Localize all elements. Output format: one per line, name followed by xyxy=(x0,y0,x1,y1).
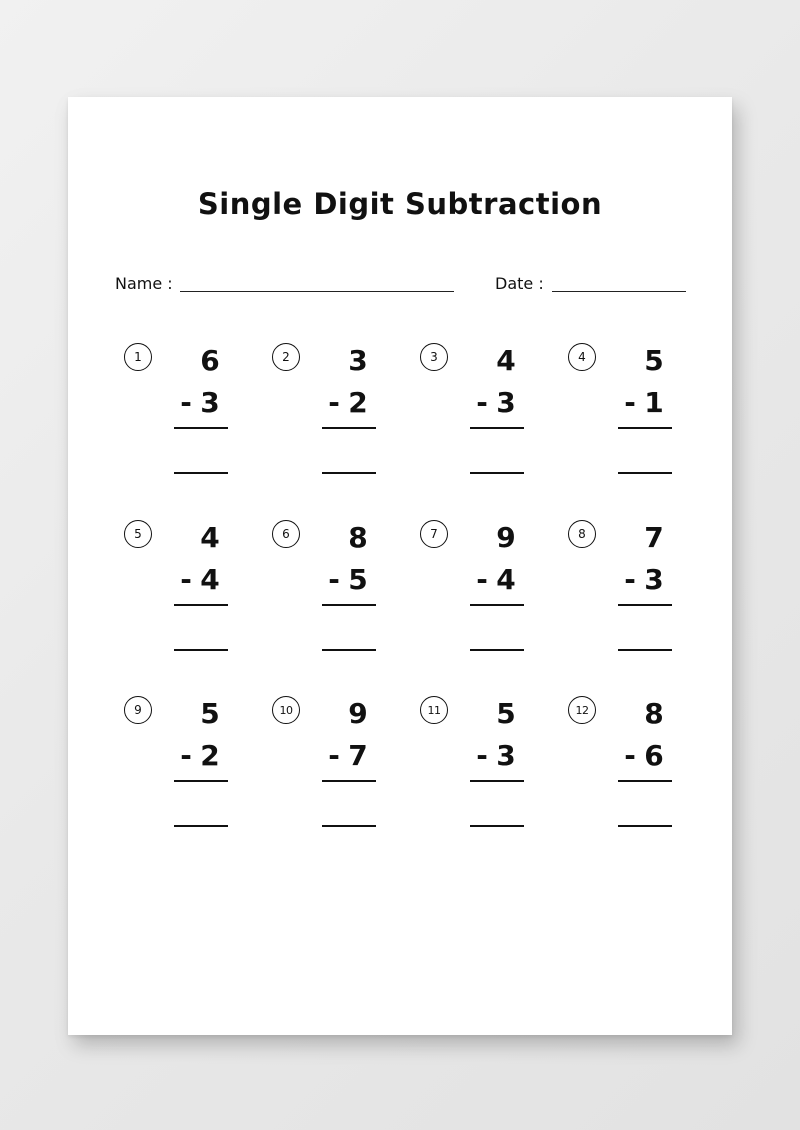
problem-10 xyxy=(272,696,422,846)
answer-line[interactable] xyxy=(470,825,524,827)
minuend: 9 xyxy=(496,521,516,554)
answer-line[interactable] xyxy=(322,825,376,827)
minus-sign: - xyxy=(180,386,192,419)
equals-rule xyxy=(322,780,376,782)
minus-sign: - xyxy=(476,563,488,596)
minus-sign: - xyxy=(180,739,192,772)
minus-sign: - xyxy=(328,386,340,419)
worksheet-page xyxy=(68,97,732,1035)
worksheet-title: Single Digit Subtraction xyxy=(197,187,603,221)
subtrahend: 1 xyxy=(644,386,664,419)
answer-line[interactable] xyxy=(322,472,376,474)
equals-rule xyxy=(618,427,672,429)
problem-number-badge: 2 xyxy=(272,343,300,371)
problem-number-badge: 10 xyxy=(272,696,300,724)
minuend: 4 xyxy=(200,521,220,554)
minuend: 6 xyxy=(200,344,220,377)
answer-line[interactable] xyxy=(174,649,228,651)
date-field-line[interactable] xyxy=(552,291,686,292)
problem-number-badge: 4 xyxy=(568,343,596,371)
problem-9 xyxy=(124,696,274,846)
answer-line[interactable] xyxy=(470,649,524,651)
equals-rule xyxy=(174,604,228,606)
minus-sign: - xyxy=(624,739,636,772)
minus-sign: - xyxy=(476,386,488,419)
subtrahend: 2 xyxy=(200,739,220,772)
answer-line[interactable] xyxy=(618,649,672,651)
subtrahend: 2 xyxy=(348,386,368,419)
problem-number-badge: 7 xyxy=(420,520,448,548)
problem-11 xyxy=(420,696,570,846)
minuend: 5 xyxy=(644,344,664,377)
subtrahend: 4 xyxy=(496,563,516,596)
problem-number-badge: 5 xyxy=(124,520,152,548)
minus-sign: - xyxy=(328,739,340,772)
name-label: Name : xyxy=(115,274,173,293)
equals-rule xyxy=(322,427,376,429)
minus-sign: - xyxy=(624,563,636,596)
subtrahend: 3 xyxy=(644,563,664,596)
equals-rule xyxy=(174,780,228,782)
equals-rule xyxy=(470,427,524,429)
subtrahend: 4 xyxy=(200,563,220,596)
minus-sign: - xyxy=(328,563,340,596)
minus-sign: - xyxy=(180,563,192,596)
problem-number-badge: 8 xyxy=(568,520,596,548)
minuend: 5 xyxy=(200,697,220,730)
minuend: 8 xyxy=(644,697,664,730)
problem-8 xyxy=(568,520,718,670)
problem-12 xyxy=(568,696,718,846)
minuend: 9 xyxy=(348,697,368,730)
problem-5 xyxy=(124,520,274,670)
problem-number-badge: 3 xyxy=(420,343,448,371)
minus-sign: - xyxy=(476,739,488,772)
equals-rule xyxy=(174,427,228,429)
problem-number-badge: 6 xyxy=(272,520,300,548)
problem-number-badge: 9 xyxy=(124,696,152,724)
problem-6 xyxy=(272,520,422,670)
problem-4 xyxy=(568,343,718,493)
subtrahend: 3 xyxy=(496,739,516,772)
answer-line[interactable] xyxy=(618,472,672,474)
answer-line[interactable] xyxy=(174,472,228,474)
minus-sign: - xyxy=(624,386,636,419)
subtrahend: 6 xyxy=(644,739,664,772)
answer-line[interactable] xyxy=(618,825,672,827)
equals-rule xyxy=(618,780,672,782)
problem-number-badge: 12 xyxy=(568,696,596,724)
equals-rule xyxy=(322,604,376,606)
answer-line[interactable] xyxy=(174,825,228,827)
answer-line[interactable] xyxy=(322,649,376,651)
problem-number-badge: 11 xyxy=(420,696,448,724)
minuend: 4 xyxy=(496,344,516,377)
minuend: 3 xyxy=(348,344,368,377)
name-field-line[interactable] xyxy=(180,291,454,292)
problem-number-badge: 1 xyxy=(124,343,152,371)
minuend: 7 xyxy=(644,521,664,554)
equals-rule xyxy=(618,604,672,606)
problem-1 xyxy=(124,343,274,493)
subtrahend: 7 xyxy=(348,739,368,772)
subtrahend: 5 xyxy=(348,563,368,596)
subtrahend: 3 xyxy=(496,386,516,419)
answer-line[interactable] xyxy=(470,472,524,474)
problem-3 xyxy=(420,343,570,493)
problem-2 xyxy=(272,343,422,493)
minuend: 8 xyxy=(348,521,368,554)
minuend: 5 xyxy=(496,697,516,730)
subtrahend: 3 xyxy=(200,386,220,419)
equals-rule xyxy=(470,604,524,606)
equals-rule xyxy=(470,780,524,782)
problem-7 xyxy=(420,520,570,670)
date-label: Date : xyxy=(495,274,544,293)
